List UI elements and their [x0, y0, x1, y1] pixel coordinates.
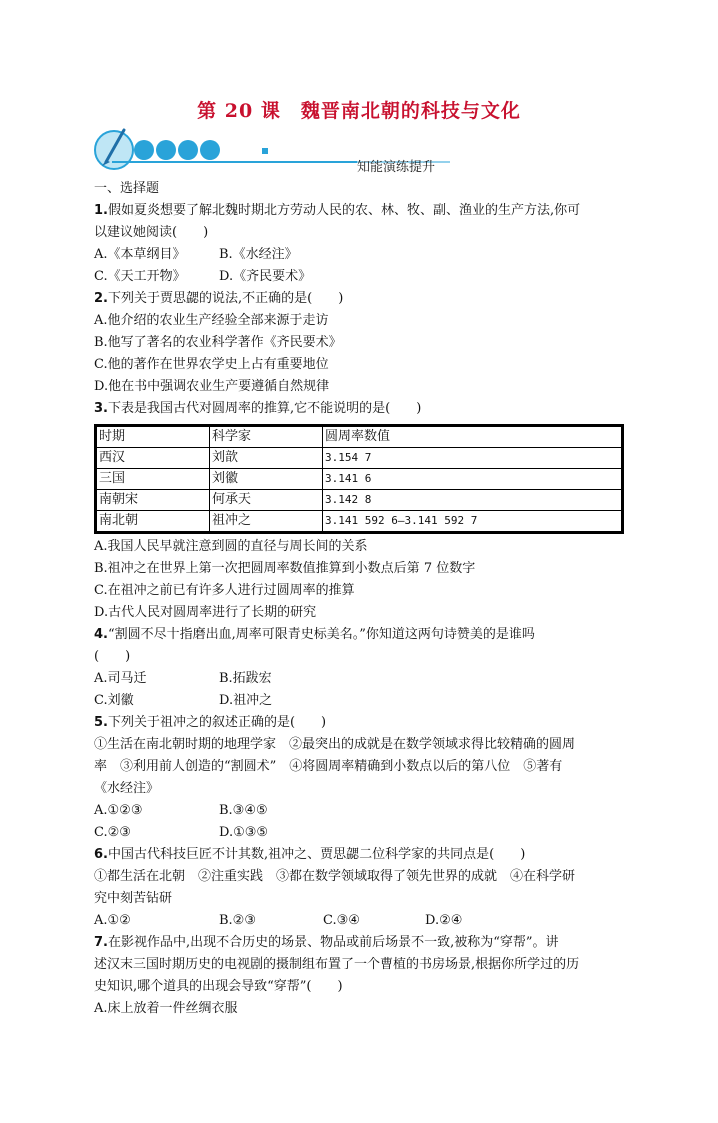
option: A.他介绍的农业生产经验全部来源于走访: [94, 313, 329, 328]
banner-dot: [156, 140, 176, 160]
table-row: [96, 469, 623, 490]
question-stem: ①生活在南北朝时期的地理学家 ②最突出的成就是在数学领域求得比较精确的圆周: [94, 737, 576, 752]
option: A.司马迁: [94, 671, 147, 686]
option: A.我国人民早就注意到圆的直径与周长间的关系: [94, 539, 368, 554]
option: B.他写了著名的农业科学著作《齐民要术》: [94, 335, 342, 350]
option: B.祖冲之在世界上第一次把圆周率数值推算到小数点后第 7 位数字: [94, 561, 476, 576]
question-stem: 以建议她阅读( ): [94, 225, 209, 240]
paintbrush-icon: [95, 130, 133, 169]
option: D.他在书中强调农业生产要遵循自然规律: [94, 379, 330, 394]
banner-dot: [178, 140, 198, 160]
option: B.③④⑤: [219, 803, 268, 818]
table-cell: 何承天: [210, 490, 323, 511]
page-title: 第 20 课 魏晋南北朝的科技与文化: [197, 100, 521, 122]
question-stem: 下列关于祖冲之的叙述正确的是( ): [107, 715, 327, 730]
option: C.②③: [94, 825, 131, 840]
option: D.祖冲之: [219, 693, 273, 708]
table-header: 圆周率数值: [323, 426, 623, 448]
question-4: [94, 624, 624, 712]
option: C.《天工开物》: [94, 269, 186, 284]
table-cell: 刘歆: [210, 448, 323, 469]
table-cell: 西汉: [96, 448, 210, 469]
option: B.拓跋宏: [219, 671, 272, 686]
question-stem: 述汉末三国时期历史的电视剧的摄制组布置了一个曹植的书房场景,根据你所学过的历: [94, 957, 580, 972]
question-stem: “割圆不尽十指磨出血,周率可限青史标美名。”你知道这两句诗赞美的是谁吗: [107, 627, 535, 642]
option: A.床上放着一件丝绸衣服: [94, 1001, 238, 1016]
option: C.他的著作在世界农学史上占有重要地位: [94, 357, 329, 372]
question-number: 7.: [94, 935, 108, 950]
table-cell: 三国: [96, 469, 210, 490]
question-stem: 假如夏炎想要了解北魏时期北方劳动人民的农、林、牧、副、渔业的生产方法,你可: [107, 203, 581, 218]
option: A.《本草纲目》: [94, 247, 186, 262]
table-cell: 祖冲之: [210, 511, 323, 533]
question-number: 1.: [94, 203, 108, 218]
question-stem: 史知识,哪个道具的出现会导致“穿帮”( ): [94, 979, 343, 994]
option: B.②③: [219, 913, 256, 928]
option: D.《齐民要术》: [219, 269, 312, 284]
table-cell: 3.154 7: [323, 448, 623, 469]
question-2: [94, 288, 624, 398]
question-number: 6.: [94, 847, 108, 862]
option: D.②④: [425, 913, 463, 928]
question-6: [94, 844, 624, 932]
question-stem: 在影视作品中,出现不合历史的场景、物品或前后场景不一致,被称为“穿帮”。讲: [107, 935, 559, 950]
question-stem: ( ): [94, 649, 131, 664]
question-stem: 《水经注》: [94, 781, 160, 796]
table-cell: 南北朝: [96, 511, 210, 533]
question-5: [94, 712, 624, 844]
banner-dot: [200, 140, 220, 160]
table-header: 科学家: [210, 426, 323, 448]
question-stem: 下列关于贾思勰的说法,不正确的是( ): [107, 291, 344, 306]
option: A.①②③: [94, 803, 143, 818]
table-cell: 3.141 6: [323, 469, 623, 490]
option: B.《水经注》: [219, 247, 298, 262]
section-heading: 一、选择题: [94, 181, 160, 196]
question-1: [94, 200, 624, 288]
option: D.①③⑤: [219, 825, 269, 840]
question-stem: ①都生活在北朝 ②注重实践 ③都在数学领域取得了领先世界的成就 ④在科学研: [94, 869, 576, 884]
option: D.古代人民对圆周率进行了长期的研究: [94, 605, 317, 620]
banner-square: [262, 148, 268, 154]
banner-label: 知能演练提升: [357, 160, 436, 175]
table-row: [96, 511, 623, 533]
banner-dot: [134, 140, 154, 160]
table-cell: 3.142 8: [323, 490, 623, 511]
question-number: 2.: [94, 291, 108, 306]
question-stem: 究中刻苦钻研: [94, 891, 173, 906]
question-number: 4.: [94, 627, 108, 642]
table-header: 时期: [96, 426, 210, 448]
question-stem: 率 ③利用前人创造的“割圆术” ④将圆周率精确到小数点以后的第八位 ⑤著有: [94, 759, 563, 774]
table-row: [96, 448, 623, 469]
table-cell: 南朝宋: [96, 490, 210, 511]
option: C.刘徽: [94, 693, 134, 708]
question-number: 5.: [94, 715, 108, 730]
table-row: [96, 490, 623, 511]
question-stem: 下表是我国古代对圆周率的推算,它不能说明的是( ): [107, 401, 422, 416]
question-7: [94, 932, 624, 1020]
question-3: [94, 398, 624, 624]
question-stem: 中国古代科技巨匠不计其数,祖冲之、贾思勰二位科学家的共同点是( ): [107, 847, 526, 862]
table-cell: 刘徽: [210, 469, 323, 490]
table-cell: 3.141 592 6—3.141 592 7: [323, 511, 623, 533]
option: C.③④: [323, 913, 360, 928]
pi-table: [94, 424, 624, 534]
table-header-row: [96, 426, 623, 448]
question-list: [94, 178, 624, 1020]
question-number: 3.: [94, 401, 108, 416]
option: A.①②: [94, 913, 131, 928]
option: C.在祖冲之前已有许多人进行过圆周率的推算: [94, 583, 355, 598]
